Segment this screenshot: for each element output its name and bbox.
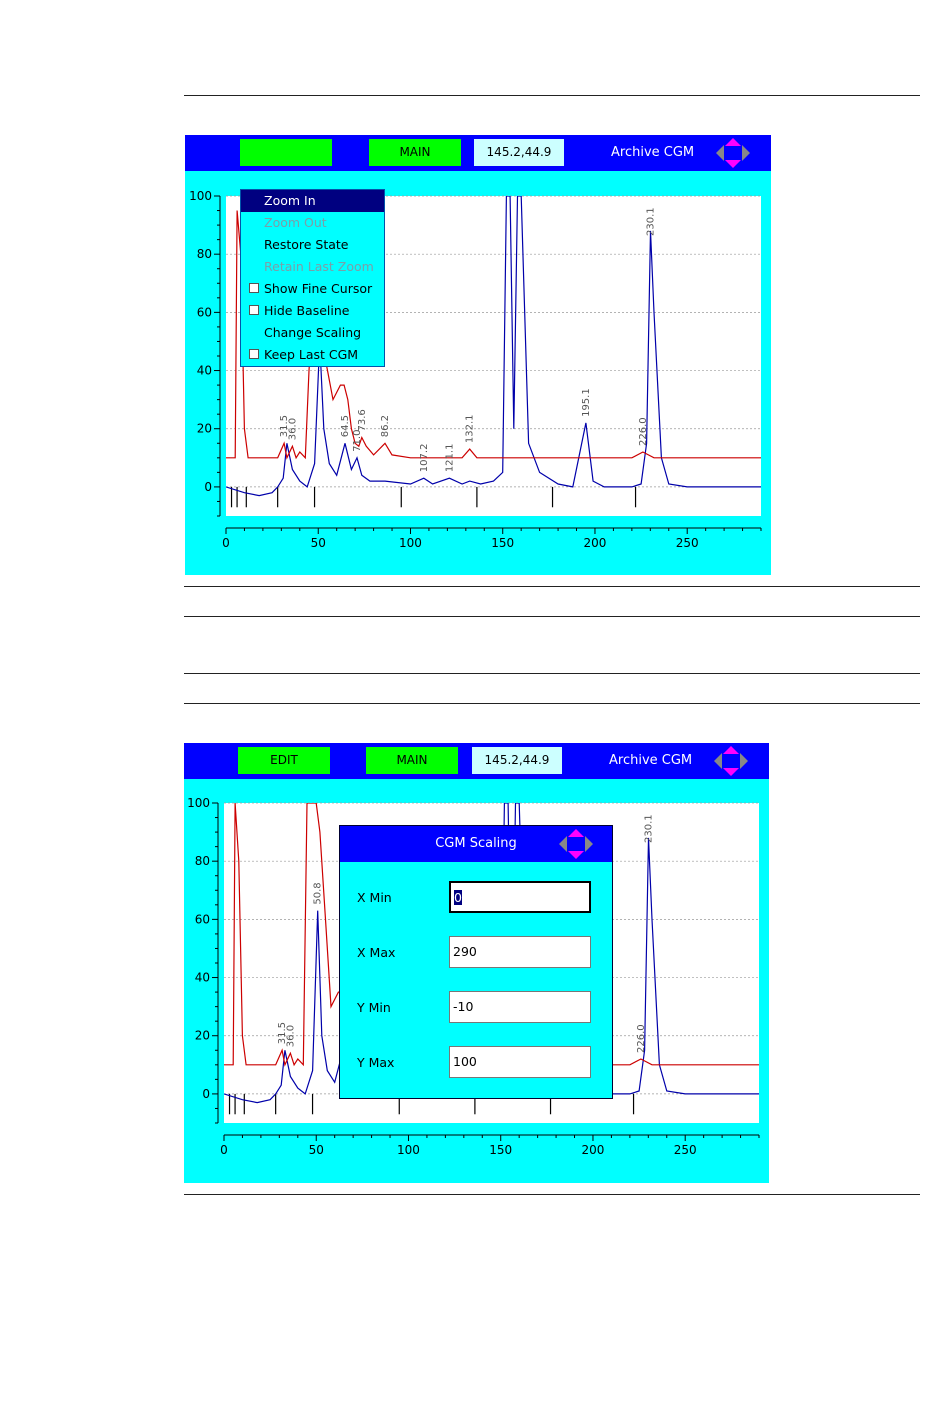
x-tick-label: 50 <box>308 1143 324 1157</box>
coordinate-readout: 145.2,44.9 <box>474 139 564 166</box>
y-tick-label: 0 <box>202 1086 210 1101</box>
dialog-titlebar[interactable] <box>340 826 612 862</box>
y-tick-label: 100 <box>189 189 212 203</box>
y-tick-label: 20 <box>194 1028 210 1043</box>
peak-label: 50.8 <box>312 882 324 905</box>
menu-item-restore-state[interactable]: Restore State <box>264 237 349 252</box>
peak-label: 71.0 <box>351 429 363 452</box>
x-min-label: X Min <box>357 890 392 905</box>
edit-button[interactable]: EDIT <box>238 747 330 774</box>
menu-item-zoom-in[interactable]: Zoom In <box>241 190 384 212</box>
y-min-label: Y Min <box>357 1000 391 1015</box>
y-tick-label: 20 <box>196 421 212 436</box>
y-tick-label: 100 <box>187 796 210 810</box>
y-tick-label: 80 <box>196 247 212 262</box>
y-tick-label: 60 <box>194 912 210 927</box>
move-arrows-icon[interactable] <box>558 828 594 860</box>
y-tick-label: 80 <box>194 854 210 869</box>
x-max-label: X Max <box>357 945 396 960</box>
menu-item-change-scaling[interactable]: Change Scaling <box>264 325 362 340</box>
x-tick-label: 150 <box>491 536 515 550</box>
y-tick-label: 40 <box>194 970 210 985</box>
x-tick-label: 200 <box>583 536 607 550</box>
coordinate-readout: 145.2,44.9 <box>472 747 562 774</box>
x-tick-label: 0 <box>220 1143 228 1157</box>
context-menu <box>240 189 385 367</box>
menu-item-keep-last-cgm[interactable]: Keep Last CGM <box>241 344 384 366</box>
menu-item-show-fine-cursor[interactable]: Show Fine Cursor <box>241 278 384 300</box>
checkbox[interactable] <box>249 305 259 315</box>
peak-label: 132.1 <box>464 414 476 444</box>
cgm-scaling-dialog <box>339 825 613 1099</box>
y-tick-label: 60 <box>196 305 212 320</box>
peak-label: 64.5 <box>339 415 351 438</box>
peak-label: 86.2 <box>380 415 392 438</box>
peak-label: 121.1 <box>444 443 456 473</box>
x-tick-label: 100 <box>397 1143 420 1157</box>
x-tick-label: 150 <box>489 1143 513 1157</box>
y-max-label: Y Max <box>357 1055 395 1070</box>
peak-label: 230.1 <box>645 207 657 236</box>
cgm-screen-1 <box>185 135 771 575</box>
peak-label: 107.2 <box>418 443 430 473</box>
peak-label: 36.0 <box>287 417 299 441</box>
x-max-field[interactable]: 290 <box>449 936 591 968</box>
menu-item-hide-baseline[interactable]: Hide Baseline <box>241 300 384 322</box>
peak-label: 226.0 <box>635 1024 647 1053</box>
main-button[interactable]: MAIN <box>369 139 461 166</box>
page-rule <box>184 616 920 617</box>
page-rule <box>184 673 920 674</box>
page-rule <box>184 1194 920 1195</box>
checkbox[interactable] <box>249 349 259 359</box>
peak-label: 31.5 <box>277 1022 289 1045</box>
x-min-field[interactable]: 0 <box>449 881 591 913</box>
main-button[interactable]: MAIN <box>366 747 458 774</box>
x-tick-label: 250 <box>673 1143 697 1157</box>
y-max-field[interactable]: 100 <box>449 1046 591 1078</box>
x-tick-label: 250 <box>675 536 699 550</box>
peak-label: 36.0 <box>285 1024 297 1048</box>
page-rule <box>184 703 920 704</box>
x-tick-label: 50 <box>310 536 326 550</box>
y-tick-label: 0 <box>204 479 212 494</box>
archive-cgm-button[interactable]: Archive CGM <box>611 145 695 160</box>
menu-item-retain-last-zoom[interactable]: Retain Last Zoom <box>264 259 374 274</box>
cgm-screen-2 <box>184 743 769 1183</box>
menu-item-zoom-out[interactable]: Zoom Out <box>264 215 327 230</box>
checkbox[interactable] <box>249 283 259 293</box>
peak-label: 73.6 <box>356 409 368 432</box>
archive-cgm-button[interactable]: Archive CGM <box>609 753 693 768</box>
peak-label: 226.0 <box>637 417 649 446</box>
y-min-field[interactable]: -10 <box>449 991 591 1023</box>
y-tick-label: 40 <box>196 363 212 378</box>
dialog-title: CGM Scaling <box>435 836 517 851</box>
page-rule <box>184 586 920 587</box>
x-tick-label: 200 <box>581 1143 605 1157</box>
x-tick-label: 100 <box>399 536 422 550</box>
peak-label: 195.1 <box>580 388 592 417</box>
page-rule <box>184 95 920 96</box>
peak-label: 31.5 <box>279 415 291 438</box>
peak-label: 230.1 <box>643 814 655 843</box>
x-tick-label: 0 <box>222 536 230 550</box>
